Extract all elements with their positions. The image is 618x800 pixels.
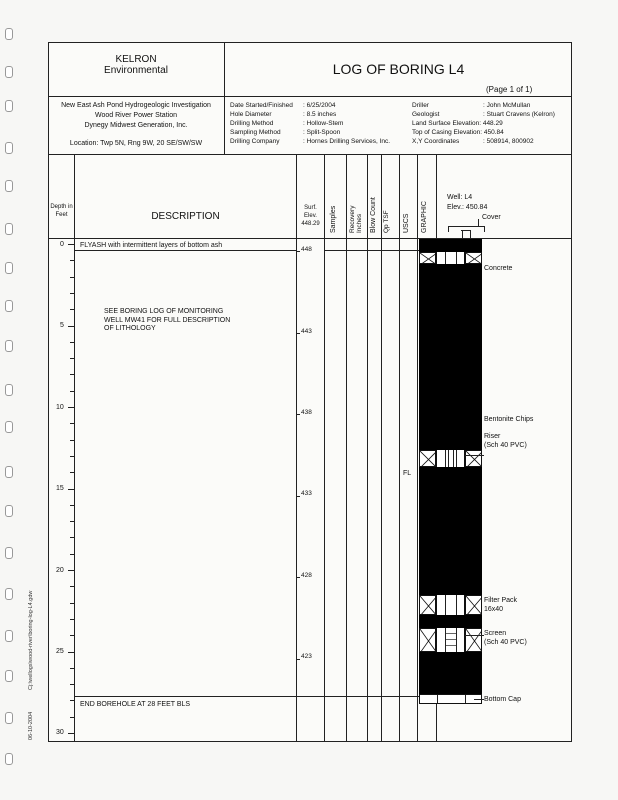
well-elevation: Elev.: 450.84	[447, 204, 488, 211]
depth-tick	[68, 407, 74, 408]
depth-tick	[70, 603, 74, 604]
bentonite-seal	[419, 652, 482, 694]
project-location: Location: Twp 5N, Rng 9W, 20 SE/SW/SW	[69, 140, 203, 147]
log-sheet	[48, 42, 572, 742]
elev-label: 433	[301, 490, 312, 497]
project-client: Dynegy Midwest Generation, Inc.	[84, 122, 188, 129]
label-bottom-cap: Bottom Cap	[484, 696, 521, 703]
depth-tick	[70, 586, 74, 587]
info2-value: : John McMullan	[483, 102, 531, 109]
elev-tick	[297, 333, 300, 334]
note-line: SEE BORING LOG OF MONITORING	[104, 308, 224, 315]
binder-hole	[5, 505, 13, 517]
label-riser: Riser	[484, 433, 501, 440]
label-filter-spec: 16x40	[484, 606, 504, 613]
depth-tick	[70, 700, 74, 701]
binder-hole	[5, 712, 13, 724]
crosshatch-fill	[419, 628, 436, 652]
depth-tick	[70, 260, 74, 261]
depth-tick	[70, 554, 74, 555]
binder-hole	[5, 340, 13, 352]
depth-tick	[70, 277, 74, 278]
end-of-borehole: END BOREHOLE AT 28 FEET BLS	[80, 701, 191, 708]
elev-label: 428	[301, 572, 312, 579]
depth-label: 10	[56, 404, 64, 411]
info-label: Date Started/Finished	[230, 102, 293, 109]
bentonite-seal	[419, 615, 482, 628]
well-screen	[436, 628, 465, 652]
info-label: Drilling Company	[230, 138, 280, 145]
project-name: New East Ash Pond Hydrogeologic Investigation	[61, 102, 211, 109]
crosshatch-fill	[419, 595, 436, 615]
info-value: : Split-Spoon	[303, 129, 341, 136]
info-value: : Hollow-Stem	[303, 120, 344, 127]
depth-tick	[70, 684, 74, 685]
depth-tick	[70, 668, 74, 669]
crosshatch-fill	[465, 595, 482, 615]
depth-tick	[70, 440, 74, 441]
info-value: : Hornes Drilling Services, Inc.	[303, 138, 391, 145]
binder-hole	[5, 142, 13, 154]
elev-tick	[297, 251, 300, 252]
binder-hole	[5, 630, 13, 642]
binder-hole	[5, 753, 13, 765]
info-label: Sampling Method	[230, 129, 281, 136]
depth-tick	[70, 309, 74, 310]
project-site: Wood River Power Station	[95, 112, 177, 119]
layer-description: FLYASH with intermittent layers of bottom ash	[80, 242, 223, 249]
depth-tick	[68, 733, 74, 734]
company-subtitle: Environmental	[104, 65, 168, 76]
elev-label: 423	[301, 653, 312, 660]
label-screen-spec: (Sch 40 PVC)	[484, 639, 527, 646]
elev-tick	[297, 659, 300, 660]
depth-tick	[68, 244, 74, 245]
elev-label: 443	[301, 328, 312, 335]
depth-label: 20	[56, 567, 64, 574]
bottom-cap	[419, 694, 482, 704]
info-label: Hole Diameter	[230, 111, 272, 118]
info-value: : 8.5 inches	[303, 111, 337, 118]
note-line: OF LITHOLOGY	[104, 325, 156, 332]
riser-pipe	[436, 252, 465, 264]
info2-label: X,Y Coordinates	[412, 138, 460, 145]
crosshatch-fill	[419, 252, 436, 264]
depth-tick	[68, 652, 74, 653]
surf-elev-header: Surf. Elev. 448.29	[301, 205, 320, 227]
elev-tick	[297, 577, 300, 578]
binder-hole	[5, 670, 13, 682]
depth-label: 15	[56, 485, 64, 492]
well-name: Well: L4	[447, 194, 473, 201]
depth-tick	[70, 391, 74, 392]
depth-label: 0	[60, 241, 64, 248]
depth-tick	[70, 635, 74, 636]
binder-hole	[5, 262, 13, 274]
info2-value: : Stuart Cravens (Kelron)	[483, 111, 555, 118]
elev-tick	[297, 496, 300, 497]
depth-tick	[70, 505, 74, 506]
page-label: (Page 1 of 1)	[486, 85, 533, 94]
binder-hole	[5, 547, 13, 559]
depth-tick	[70, 619, 74, 620]
binder-hole	[5, 66, 13, 78]
filter-pack	[436, 595, 465, 615]
bentonite-seal	[419, 264, 482, 450]
cover-label: Cover	[482, 214, 501, 221]
elev-tick	[297, 414, 300, 415]
info-value: : 6/25/2004	[303, 102, 336, 109]
depth-tick	[70, 472, 74, 473]
crosshatch-fill	[465, 450, 482, 467]
depth-tick	[68, 326, 74, 327]
depth-tick	[70, 717, 74, 718]
binder-hole	[5, 180, 13, 192]
depth-tick	[68, 570, 74, 571]
binder-hole	[5, 384, 13, 396]
info-label: Drilling Method	[230, 120, 274, 127]
elev-label: 448	[301, 246, 312, 253]
binder-hole	[5, 223, 13, 235]
label-riser-spec: (Sch 40 PVC)	[484, 442, 527, 449]
crosshatch-fill	[419, 450, 436, 467]
depth-tick	[70, 342, 74, 343]
recovery-header: Recovery Inches	[349, 205, 363, 233]
elev-label: 438	[301, 409, 312, 416]
info2-label: Driller	[412, 102, 429, 109]
label-concrete: Concrete	[484, 265, 513, 272]
binder-hole	[5, 300, 13, 312]
print-date: 06-10-2004	[28, 711, 34, 740]
qp-header: Qp TSF	[383, 210, 390, 233]
depth-label: 30	[56, 729, 64, 736]
depth-header: Depth in Feet	[50, 204, 73, 218]
label-filter-pack: Filter Pack	[484, 597, 518, 604]
binder-hole	[5, 28, 13, 40]
label-bentonite: Bentonite Chips	[484, 416, 534, 423]
binder-hole	[5, 100, 13, 112]
note-line: WELL MW41 FOR FULL DESCRIPTION	[104, 317, 231, 324]
riser-pipe	[436, 450, 465, 467]
depth-tick	[70, 374, 74, 375]
depth-tick	[70, 521, 74, 522]
company-name: KELRON	[115, 54, 157, 65]
samples-header: Samples	[330, 205, 337, 233]
binder-hole	[5, 421, 13, 433]
description-header: DESCRIPTION	[151, 211, 220, 222]
info2-label: Geologist	[412, 111, 440, 118]
label-screen: Screen	[484, 630, 507, 637]
bentonite-seal	[419, 467, 482, 595]
depth-label: 25	[56, 648, 64, 655]
file-path: Cj:\wellogs\wood-river\boring-log-L4.gdw	[28, 590, 34, 690]
depth-tick	[70, 423, 74, 424]
binder-hole	[5, 466, 13, 478]
depth-tick	[70, 456, 74, 457]
depth-tick	[70, 537, 74, 538]
crosshatch-fill	[465, 252, 482, 264]
uscs-header: USCS	[403, 213, 410, 233]
info2-label: Land Surface Elevation: 448.29	[412, 120, 503, 127]
depth-tick	[68, 489, 74, 490]
graphic-header: GRAPHIC	[421, 201, 428, 233]
depth-tick	[70, 293, 74, 294]
depth-tick	[70, 358, 74, 359]
info2-value: : 508914, 800902	[483, 138, 534, 145]
crosshatch-fill	[465, 628, 482, 652]
concrete-plug	[419, 239, 482, 252]
blow-count-header: Blow Count	[370, 197, 377, 233]
info2-label: Top of Casing Elevation: 450.84	[412, 129, 504, 136]
log-title: LOG OF BORING L4	[332, 61, 465, 77]
uscs-code: FL	[403, 470, 412, 477]
binder-hole	[5, 588, 13, 600]
depth-label: 5	[60, 322, 64, 329]
